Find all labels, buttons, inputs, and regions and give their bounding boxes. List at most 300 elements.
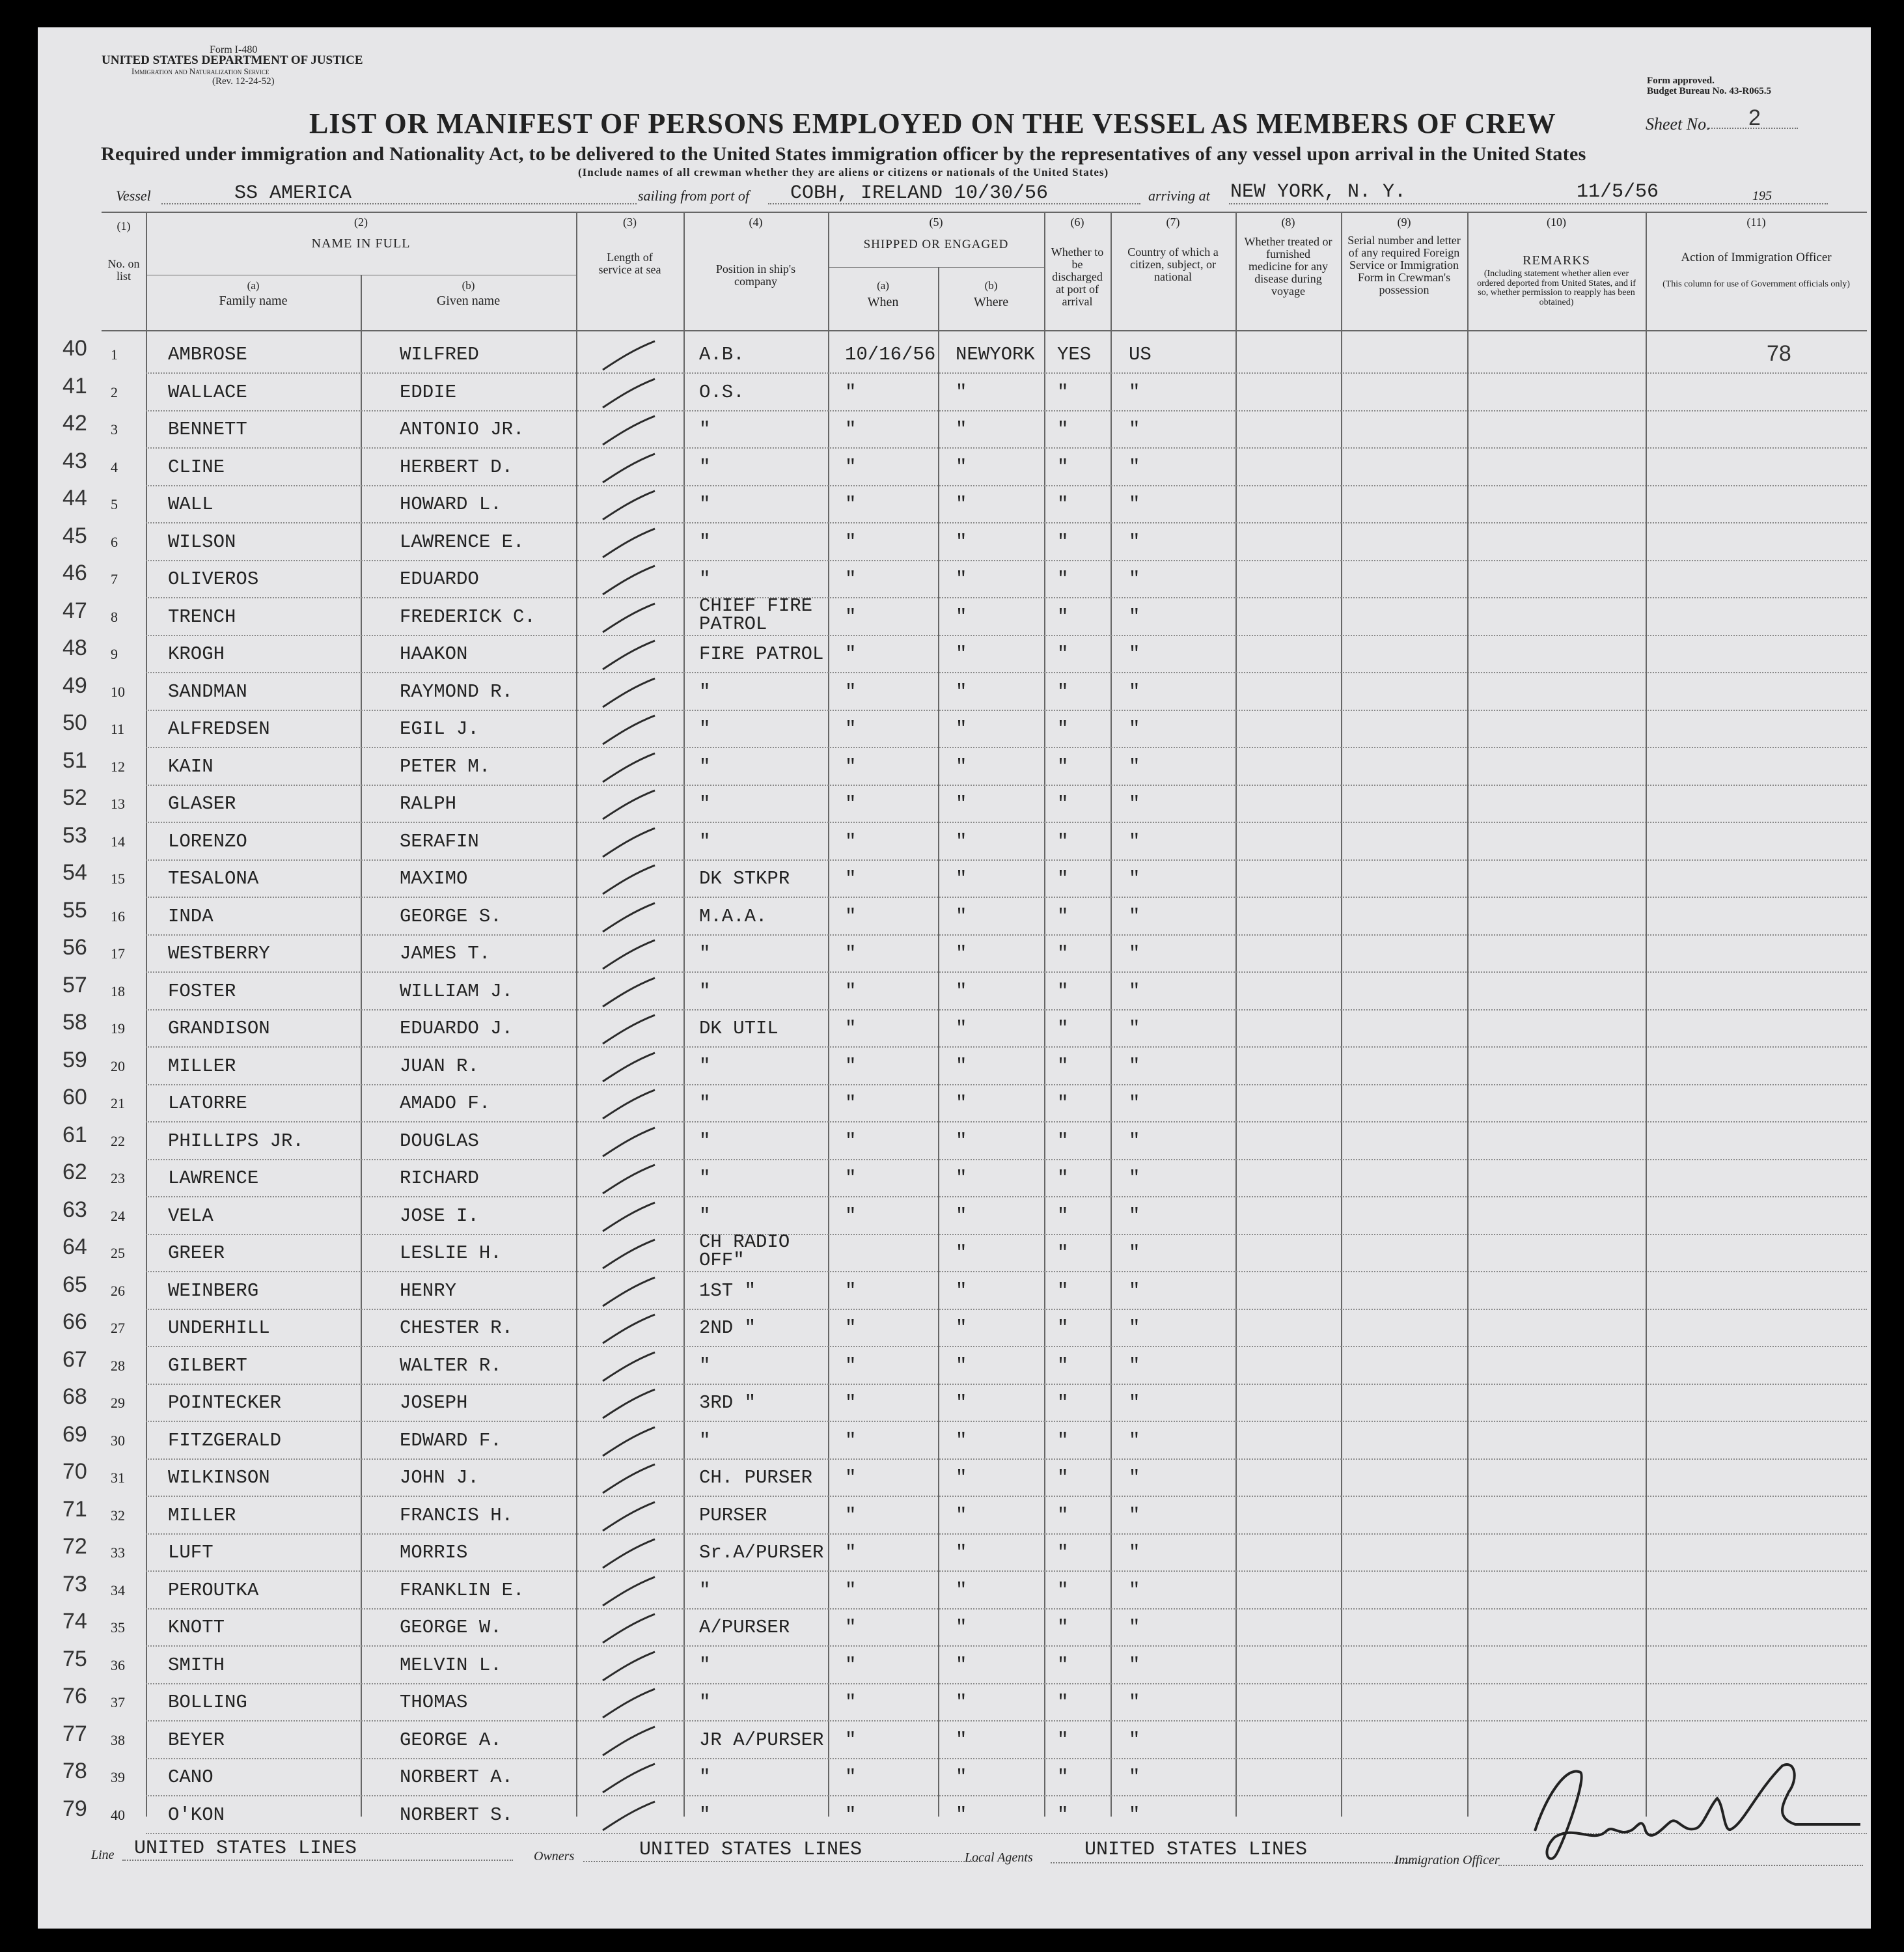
given-name: JAMES T. bbox=[400, 943, 491, 964]
country: " bbox=[1129, 1692, 1140, 1713]
margin-line-number: 48 bbox=[62, 635, 87, 660]
service-checkmark bbox=[599, 1276, 657, 1310]
service: Immigration and Naturalization Service bbox=[131, 66, 269, 76]
row-number: 9 bbox=[111, 646, 118, 662]
margin-line-number: 76 bbox=[62, 1684, 87, 1708]
shipped-when: " bbox=[845, 718, 857, 740]
given-name: NORBERT A. bbox=[400, 1766, 514, 1788]
row-number: 32 bbox=[111, 1507, 125, 1524]
shipped-when: " bbox=[845, 681, 857, 703]
country: " bbox=[1129, 831, 1140, 852]
given-name: THOMAS bbox=[400, 1692, 468, 1713]
row-number: 3 bbox=[111, 421, 118, 438]
shipped-where: " bbox=[956, 1167, 967, 1189]
col11-label: Action of Immigration Officer bbox=[1681, 251, 1832, 264]
country: " bbox=[1129, 1467, 1140, 1488]
discharged: " bbox=[1057, 1430, 1069, 1451]
family-name: ALFREDSEN bbox=[168, 718, 270, 740]
shipped-when: " bbox=[845, 1018, 857, 1039]
row-number: 10 bbox=[111, 684, 125, 700]
family-name: MILLER bbox=[168, 1055, 236, 1077]
given-name: GEORGE S. bbox=[400, 906, 502, 927]
discharged: " bbox=[1057, 831, 1069, 852]
country: " bbox=[1129, 1804, 1140, 1826]
margin-line-number: 63 bbox=[62, 1197, 87, 1222]
family-name: LAWRENCE bbox=[168, 1167, 259, 1189]
row-number: 2 bbox=[111, 384, 118, 400]
shipped-where: " bbox=[956, 419, 967, 440]
country: " bbox=[1129, 718, 1140, 740]
margin-line-number: 62 bbox=[62, 1160, 87, 1184]
shipped-where: " bbox=[956, 831, 967, 852]
service-checkmark bbox=[599, 1501, 657, 1535]
margin-line-number: 79 bbox=[62, 1796, 87, 1821]
row-number: 19 bbox=[111, 1020, 125, 1037]
shipped-when: " bbox=[845, 419, 857, 440]
given-name: JUAN R. bbox=[400, 1055, 479, 1077]
family-name: CLINE bbox=[168, 456, 225, 478]
discharged: " bbox=[1057, 1280, 1069, 1302]
service-checkmark bbox=[599, 1538, 657, 1572]
shipped-when: " bbox=[845, 1317, 857, 1339]
shipped-where: " bbox=[956, 382, 967, 403]
discharged: " bbox=[1057, 382, 1069, 403]
shipped-where: " bbox=[956, 456, 967, 478]
agents-label: Local Agents bbox=[965, 1850, 1033, 1865]
arrival-date: 11/5/56 bbox=[1577, 181, 1659, 203]
given-name: JOSE I. bbox=[400, 1205, 479, 1227]
shipped-where: " bbox=[956, 1317, 967, 1339]
margin-line-number: 64 bbox=[62, 1234, 87, 1259]
shipped-where: " bbox=[956, 1392, 967, 1414]
shipped-where: " bbox=[956, 681, 967, 703]
family-name: LATORRE bbox=[168, 1093, 247, 1114]
margin-line-number: 77 bbox=[62, 1722, 87, 1746]
family-name: BEYER bbox=[168, 1729, 225, 1751]
country: " bbox=[1129, 793, 1140, 815]
given-name: WILLIAM J. bbox=[400, 981, 514, 1002]
col1-label: No. on list bbox=[107, 257, 140, 283]
shipped-when: " bbox=[845, 1467, 857, 1488]
discharged: " bbox=[1057, 1018, 1069, 1039]
col1-number: (1) bbox=[117, 219, 131, 232]
discharged: " bbox=[1057, 1505, 1069, 1526]
position: CHIEF FIRE PATROL bbox=[699, 595, 813, 635]
margin-line-number: 72 bbox=[62, 1534, 87, 1559]
service-checkmark bbox=[599, 1800, 657, 1834]
arriving-label: arriving at bbox=[1148, 188, 1210, 204]
family-name: AMBROSE bbox=[168, 344, 247, 365]
shipped-when: " bbox=[845, 456, 857, 478]
position: " bbox=[699, 1205, 711, 1227]
family-name: KROGH bbox=[168, 643, 225, 665]
row-number: 23 bbox=[111, 1170, 125, 1186]
margin-line-number: 59 bbox=[62, 1048, 87, 1072]
shipped-where: " bbox=[956, 606, 967, 628]
given-name: AMADO F. bbox=[400, 1093, 491, 1114]
position: " bbox=[699, 681, 711, 703]
shipped-where: " bbox=[956, 1205, 967, 1227]
given-name: EDDIE bbox=[400, 382, 457, 403]
position: " bbox=[699, 1130, 711, 1152]
officer-signature bbox=[1509, 1753, 1873, 1870]
discharged: " bbox=[1057, 1317, 1069, 1339]
margin-line-number: 61 bbox=[62, 1122, 87, 1147]
sailing-label: sailing from port of bbox=[638, 188, 749, 204]
shipped-where: " bbox=[956, 1729, 967, 1751]
family-name: GILBERT bbox=[168, 1355, 247, 1376]
discharged: " bbox=[1057, 1580, 1069, 1601]
row-number: 30 bbox=[111, 1432, 125, 1449]
discharged: " bbox=[1057, 1242, 1069, 1264]
service-checkmark bbox=[599, 939, 657, 973]
country: " bbox=[1129, 1317, 1140, 1339]
row-number: 29 bbox=[111, 1395, 125, 1411]
position: FIRE PATROL bbox=[699, 643, 824, 665]
position: " bbox=[699, 1167, 711, 1189]
row-number: 35 bbox=[111, 1619, 125, 1636]
service-checkmark bbox=[599, 602, 657, 636]
country: " bbox=[1129, 456, 1140, 478]
service-checkmark bbox=[599, 1651, 657, 1684]
service-checkmark bbox=[599, 378, 657, 411]
col5b-label: Where bbox=[973, 295, 1009, 309]
family-name: PEROUTKA bbox=[168, 1580, 259, 1601]
country: " bbox=[1129, 1093, 1140, 1114]
given-name: PETER M. bbox=[400, 756, 491, 777]
position: " bbox=[699, 793, 711, 815]
service-checkmark bbox=[599, 1014, 657, 1048]
country: " bbox=[1129, 1242, 1140, 1264]
position: " bbox=[699, 1093, 711, 1114]
row-number: 16 bbox=[111, 908, 125, 925]
given-name: LAWRENCE E. bbox=[400, 531, 525, 553]
given-name: NORBERT S. bbox=[400, 1804, 514, 1826]
shipped-when: " bbox=[845, 643, 857, 665]
shipped-when: " bbox=[845, 1093, 857, 1114]
row-number: 28 bbox=[111, 1358, 125, 1374]
position: PURSER bbox=[699, 1505, 767, 1526]
position: " bbox=[699, 1430, 711, 1451]
discharged: " bbox=[1057, 981, 1069, 1002]
service-checkmark bbox=[599, 1313, 657, 1347]
service-checkmark bbox=[599, 1351, 657, 1385]
shipped-when: " bbox=[845, 1692, 857, 1713]
country: " bbox=[1129, 1654, 1140, 1676]
shipped-where: " bbox=[956, 1505, 967, 1526]
vessel-label: Vessel bbox=[116, 188, 151, 204]
shipped-when: " bbox=[845, 981, 857, 1002]
country: " bbox=[1129, 756, 1140, 777]
shipped-where: " bbox=[956, 1430, 967, 1451]
given-name: MELVIN L. bbox=[400, 1654, 502, 1676]
given-name: HOWARD L. bbox=[400, 494, 502, 515]
shipped-where: " bbox=[956, 1093, 967, 1114]
given-name: WILFRED bbox=[400, 344, 479, 365]
shipped-when: " bbox=[845, 568, 857, 590]
family-name: WESTBERRY bbox=[168, 943, 270, 964]
shipped-where: " bbox=[956, 1018, 967, 1039]
row-number: 34 bbox=[111, 1582, 125, 1598]
shipped-where: " bbox=[956, 943, 967, 964]
shipped-where: " bbox=[956, 1654, 967, 1676]
discharged: " bbox=[1057, 1167, 1069, 1189]
shipped-when: " bbox=[845, 382, 857, 403]
row-number: 27 bbox=[111, 1320, 125, 1336]
country: " bbox=[1129, 606, 1140, 628]
service-checkmark bbox=[599, 1201, 657, 1235]
officer-label: Immigration Officer bbox=[1394, 1853, 1500, 1867]
position: M.A.A. bbox=[699, 906, 767, 927]
country: " bbox=[1129, 1205, 1140, 1227]
country: " bbox=[1129, 1729, 1140, 1751]
line-value: UNITED STATES LINES bbox=[134, 1837, 357, 1860]
position: Sr.A/PURSER bbox=[699, 1542, 824, 1563]
shipped-when: " bbox=[845, 1280, 857, 1302]
position: " bbox=[699, 1355, 711, 1376]
family-name: TESALONA bbox=[168, 868, 259, 889]
discharged: " bbox=[1057, 1355, 1069, 1376]
given-name: HAAKON bbox=[400, 643, 468, 665]
service-checkmark bbox=[599, 1052, 657, 1085]
shipped-when: 10/16/56 bbox=[845, 344, 936, 365]
country: " bbox=[1129, 1505, 1140, 1526]
department: UNITED STATES DEPARTMENT OF JUSTICE bbox=[102, 53, 363, 67]
col10-label: REMARKS bbox=[1523, 253, 1590, 268]
given-name: MAXIMO bbox=[400, 868, 468, 889]
discharged: " bbox=[1057, 531, 1069, 553]
shipped-when: " bbox=[845, 1430, 857, 1451]
country: " bbox=[1129, 1392, 1140, 1414]
given-name: GEORGE A. bbox=[400, 1729, 502, 1751]
col2-number: (2) bbox=[354, 216, 368, 229]
col6-label: Whether to be discharged at port of arrival bbox=[1051, 245, 1104, 308]
service-checkmark bbox=[599, 490, 657, 523]
manifest-note: (Include names of all crewman whether they are aliens or citizens or nationals of the United States) bbox=[578, 166, 1109, 178]
position: " bbox=[699, 1692, 711, 1713]
line-label: Line bbox=[91, 1848, 115, 1862]
country: " bbox=[1129, 1617, 1140, 1638]
position: " bbox=[699, 419, 711, 440]
col11-number: (11) bbox=[1746, 216, 1766, 229]
margin-line-number: 57 bbox=[62, 973, 87, 997]
country: " bbox=[1129, 868, 1140, 889]
col3-label: Length of service at sea bbox=[598, 251, 661, 276]
col10-sub: (Including statement whether alien ever ordered deported from United States, and if so, whether permission to reapply has been obtained) bbox=[1477, 269, 1636, 308]
margin-line-number: 40 bbox=[62, 336, 87, 361]
shipped-when: " bbox=[845, 1130, 857, 1152]
form-number: Form I-480 bbox=[210, 44, 258, 55]
margin-line-number: 51 bbox=[62, 748, 87, 773]
shipped-where: " bbox=[956, 906, 967, 927]
country: " bbox=[1129, 568, 1140, 590]
col5a-label: When bbox=[867, 295, 899, 309]
position: " bbox=[699, 831, 711, 852]
margin-line-number: 43 bbox=[62, 449, 87, 473]
country: " bbox=[1129, 981, 1140, 1002]
row-number: 1 bbox=[111, 346, 118, 363]
budget-bureau: Budget Bureau No. 43-R065.5 bbox=[1647, 86, 1771, 96]
row-number: 18 bbox=[111, 983, 125, 999]
arriving-at: NEW YORK, N. Y. bbox=[1230, 181, 1407, 203]
given-name: EDWARD F. bbox=[400, 1430, 502, 1451]
service-checkmark bbox=[599, 677, 657, 711]
shipped-when: " bbox=[845, 943, 857, 964]
given-name: HENRY bbox=[400, 1280, 457, 1302]
owners-value: UNITED STATES LINES bbox=[639, 1839, 862, 1861]
col4-number: (4) bbox=[749, 216, 763, 229]
sheet-number: 2 bbox=[1748, 105, 1761, 130]
shipped-where: " bbox=[956, 531, 967, 553]
shipped-when: " bbox=[845, 531, 857, 553]
country: " bbox=[1129, 1580, 1140, 1601]
margin-line-number: 41 bbox=[62, 374, 87, 398]
margin-line-number: 50 bbox=[62, 710, 87, 735]
row-number: 24 bbox=[111, 1208, 125, 1224]
country: " bbox=[1129, 643, 1140, 665]
position: " bbox=[699, 568, 711, 590]
family-name: POINTECKER bbox=[168, 1392, 282, 1414]
shipped-when: " bbox=[845, 1766, 857, 1788]
service-checkmark bbox=[599, 977, 657, 1011]
family-name: BOLLING bbox=[168, 1692, 247, 1713]
row-number: 37 bbox=[111, 1694, 125, 1710]
row-number: 36 bbox=[111, 1657, 125, 1673]
row-number: 5 bbox=[111, 496, 118, 512]
shipped-when: " bbox=[845, 1617, 857, 1638]
row-number: 12 bbox=[111, 759, 125, 775]
given-name: EGIL J. bbox=[400, 718, 479, 740]
country: " bbox=[1129, 1430, 1140, 1451]
col11-sub: (This column for use of Government officials only) bbox=[1663, 279, 1850, 289]
row-number: 13 bbox=[111, 796, 125, 812]
shipped-when: " bbox=[845, 756, 857, 777]
margin-line-number: 58 bbox=[62, 1010, 87, 1035]
country: " bbox=[1129, 943, 1140, 964]
margin-line-number: 68 bbox=[62, 1384, 87, 1409]
margin-line-number: 44 bbox=[62, 486, 87, 510]
service-checkmark bbox=[599, 864, 657, 898]
position: DK UTIL bbox=[699, 1018, 779, 1039]
service-checkmark bbox=[599, 789, 657, 823]
discharged: " bbox=[1057, 718, 1069, 740]
family-name: UNDERHILL bbox=[168, 1317, 270, 1339]
country: " bbox=[1129, 1018, 1140, 1039]
margin-line-number: 54 bbox=[62, 860, 87, 885]
discharged: " bbox=[1057, 681, 1069, 703]
shipped-when: " bbox=[845, 1055, 857, 1077]
position: 1ST " bbox=[699, 1280, 756, 1302]
margin-line-number: 52 bbox=[62, 785, 87, 810]
discharged: " bbox=[1057, 943, 1069, 964]
col8-number: (8) bbox=[1281, 216, 1295, 229]
col7-number: (7) bbox=[1166, 216, 1180, 229]
service-checkmark bbox=[599, 752, 657, 786]
position: CH. PURSER bbox=[699, 1467, 813, 1488]
shipped-when: " bbox=[845, 1505, 857, 1526]
discharged: " bbox=[1057, 793, 1069, 815]
given-name: DOUGLAS bbox=[400, 1130, 479, 1152]
country: " bbox=[1129, 1355, 1140, 1376]
form-approved: Form approved. bbox=[1647, 76, 1715, 86]
col5a-number: (a) bbox=[877, 279, 889, 292]
year-suffix: 195 bbox=[1752, 189, 1772, 203]
family-name: WEINBERG bbox=[168, 1280, 259, 1302]
row-number: 17 bbox=[111, 945, 125, 962]
position: " bbox=[699, 1766, 711, 1788]
family-name: WALL bbox=[168, 494, 214, 515]
col5-number: (5) bbox=[929, 216, 943, 229]
country: " bbox=[1129, 1130, 1140, 1152]
col2-label: NAME IN FULL bbox=[311, 236, 411, 251]
discharged: " bbox=[1057, 1130, 1069, 1152]
discharged: " bbox=[1057, 419, 1069, 440]
margin-line-number: 46 bbox=[62, 561, 87, 585]
family-name: MILLER bbox=[168, 1505, 236, 1526]
shipped-when: " bbox=[845, 1580, 857, 1601]
given-name: RAYMOND R. bbox=[400, 681, 514, 703]
shipped-when: " bbox=[845, 606, 857, 628]
col2a-label: Family name bbox=[219, 294, 288, 308]
margin-line-number: 45 bbox=[62, 523, 87, 548]
row-number: 22 bbox=[111, 1133, 125, 1149]
discharged: " bbox=[1057, 1617, 1069, 1638]
service-checkmark bbox=[599, 527, 657, 561]
family-name: LUFT bbox=[168, 1542, 214, 1563]
family-name: WALLACE bbox=[168, 382, 247, 403]
service-checkmark bbox=[599, 1763, 657, 1796]
shipped-when: " bbox=[845, 906, 857, 927]
col9-label: Serial number and letter of any required Foreign Service or Immigration Form in Crewman's possession bbox=[1347, 234, 1461, 296]
position: A/PURSER bbox=[699, 1617, 790, 1638]
shipped-where: " bbox=[956, 793, 967, 815]
shipped-where: " bbox=[956, 1055, 967, 1077]
family-name: GREER bbox=[168, 1242, 225, 1264]
discharged: " bbox=[1057, 494, 1069, 515]
margin-line-number: 49 bbox=[62, 673, 87, 698]
position: " bbox=[699, 494, 711, 515]
discharged: " bbox=[1057, 606, 1069, 628]
service-checkmark bbox=[599, 1576, 657, 1610]
margin-line-number: 71 bbox=[62, 1497, 87, 1522]
col2b-number: (b) bbox=[462, 279, 475, 292]
discharged: " bbox=[1057, 756, 1069, 777]
margin-line-number: 53 bbox=[62, 823, 87, 848]
service-checkmark bbox=[599, 1126, 657, 1160]
row-number: 25 bbox=[111, 1245, 125, 1261]
margin-line-number: 60 bbox=[62, 1085, 87, 1109]
agents-value: UNITED STATES LINES bbox=[1084, 1839, 1308, 1861]
shipped-when: " bbox=[845, 1654, 857, 1676]
shipped-where: " bbox=[956, 756, 967, 777]
shipped-when: " bbox=[845, 1205, 857, 1227]
family-name: SMITH bbox=[168, 1654, 225, 1676]
service-checkmark bbox=[599, 1725, 657, 1759]
margin-line-number: 70 bbox=[62, 1459, 87, 1484]
position: " bbox=[699, 1055, 711, 1077]
shipped-where: " bbox=[956, 643, 967, 665]
country: US bbox=[1129, 344, 1152, 365]
family-name: FOSTER bbox=[168, 981, 236, 1002]
given-name: RICHARD bbox=[400, 1167, 479, 1189]
given-name: WALTER R. bbox=[400, 1355, 502, 1376]
shipped-when: " bbox=[845, 494, 857, 515]
discharged: " bbox=[1057, 1692, 1069, 1713]
margin-line-number: 78 bbox=[62, 1759, 87, 1783]
shipped-where: " bbox=[956, 1617, 967, 1638]
col5b-number: (b) bbox=[984, 279, 998, 292]
shipped-when: " bbox=[845, 1804, 857, 1826]
